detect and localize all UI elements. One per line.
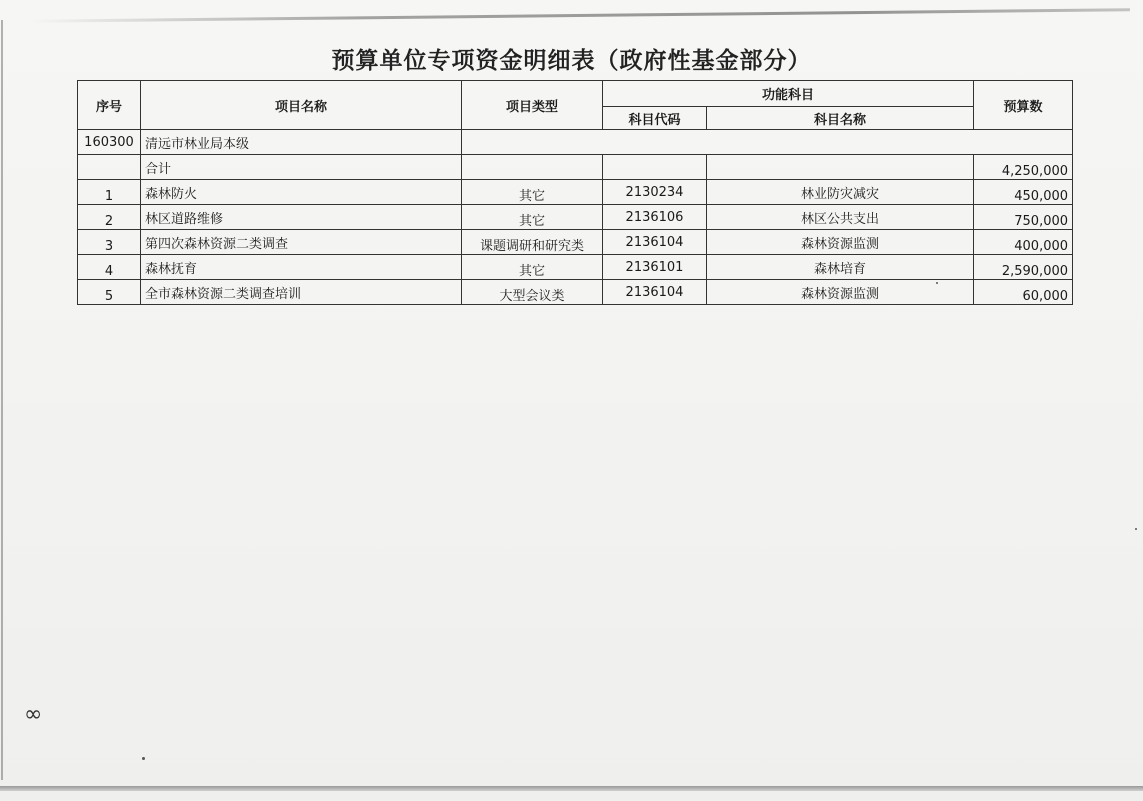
table-row bbox=[78, 180, 1073, 205]
paper-left-edge bbox=[1, 20, 3, 780]
margin-mark: ∞ bbox=[24, 702, 43, 727]
row-amount: 400,000 bbox=[974, 230, 1073, 255]
row-amount: 2,590,000 bbox=[974, 255, 1073, 280]
unit-row bbox=[78, 130, 1073, 155]
unit-name: 清远市林业局本级 bbox=[141, 130, 462, 155]
total-seq-cell bbox=[78, 155, 141, 180]
table-row bbox=[78, 280, 1073, 305]
row-subject-code: 2136101 bbox=[603, 255, 707, 280]
row-project-name: 森林防火 bbox=[141, 180, 462, 205]
total-type-cell bbox=[462, 155, 603, 180]
row-seq: 5 bbox=[78, 280, 141, 305]
header-function-subject: 功能科目 bbox=[603, 81, 974, 107]
row-subject-code: 2130234 bbox=[603, 180, 707, 205]
total-label: 合计 bbox=[141, 155, 462, 180]
unit-row-blank bbox=[462, 130, 1073, 155]
row-subject-code: 2136104 bbox=[603, 230, 707, 255]
row-project-type: 其它 bbox=[462, 205, 603, 230]
scan-speck bbox=[1135, 528, 1137, 530]
row-project-type: 其它 bbox=[462, 180, 603, 205]
table-row bbox=[78, 205, 1073, 230]
row-seq: 4 bbox=[78, 255, 141, 280]
table-row bbox=[78, 230, 1073, 255]
total-code-cell bbox=[603, 155, 707, 180]
row-seq: 1 bbox=[78, 180, 141, 205]
row-amount: 60,000 bbox=[974, 280, 1073, 305]
row-seq: 3 bbox=[78, 230, 141, 255]
total-row bbox=[78, 155, 1073, 180]
row-project-type: 其它 bbox=[462, 255, 603, 280]
header-budget: 预算数 bbox=[974, 81, 1073, 130]
row-project-type: 课题调研和研究类 bbox=[462, 230, 603, 255]
row-subject-code: 2136106 bbox=[603, 205, 707, 230]
header-project-name: 项目名称 bbox=[141, 81, 462, 130]
row-amount: 750,000 bbox=[974, 205, 1073, 230]
paper-top-edge bbox=[30, 8, 1130, 23]
row-seq: 2 bbox=[78, 205, 141, 230]
row-subject-name: 林业防灾减灾 bbox=[707, 180, 974, 205]
header-subject-code: 科目代码 bbox=[603, 107, 707, 130]
row-subject-name: 森林培育 bbox=[707, 255, 974, 280]
header-project-type: 项目类型 bbox=[462, 81, 603, 130]
unit-code: 160300 bbox=[78, 130, 141, 155]
table-row bbox=[78, 255, 1073, 280]
row-project-name: 第四次森林资源二类调查 bbox=[141, 230, 462, 255]
row-amount: 450,000 bbox=[974, 180, 1073, 205]
scan-speck bbox=[142, 757, 145, 760]
total-subject-cell bbox=[707, 155, 974, 180]
row-subject-name: 森林资源监测 bbox=[707, 280, 974, 305]
paper-bottom-edge bbox=[0, 786, 1143, 791]
row-subject-name: 林区公共支出 bbox=[707, 205, 974, 230]
header-seq: 序号 bbox=[78, 81, 141, 130]
row-project-name: 全市森林资源二类调查培训 bbox=[141, 280, 462, 305]
header-subject-name: 科目名称 bbox=[707, 107, 974, 130]
budget-table bbox=[77, 80, 1073, 305]
page-title: 预算单位专项资金明细表（政府性基金部分） bbox=[331, 48, 812, 74]
row-subject-code: 2136104 bbox=[603, 280, 707, 305]
row-project-name: 林区道路维修 bbox=[141, 205, 462, 230]
row-project-name: 森林抚育 bbox=[141, 255, 462, 280]
row-subject-name: 森林资源监测 bbox=[707, 230, 974, 255]
total-amount: 4,250,000 bbox=[974, 155, 1073, 180]
row-project-type: 大型会议类 bbox=[462, 280, 603, 305]
scan-speck bbox=[936, 282, 938, 284]
header-row-1 bbox=[78, 81, 1073, 107]
